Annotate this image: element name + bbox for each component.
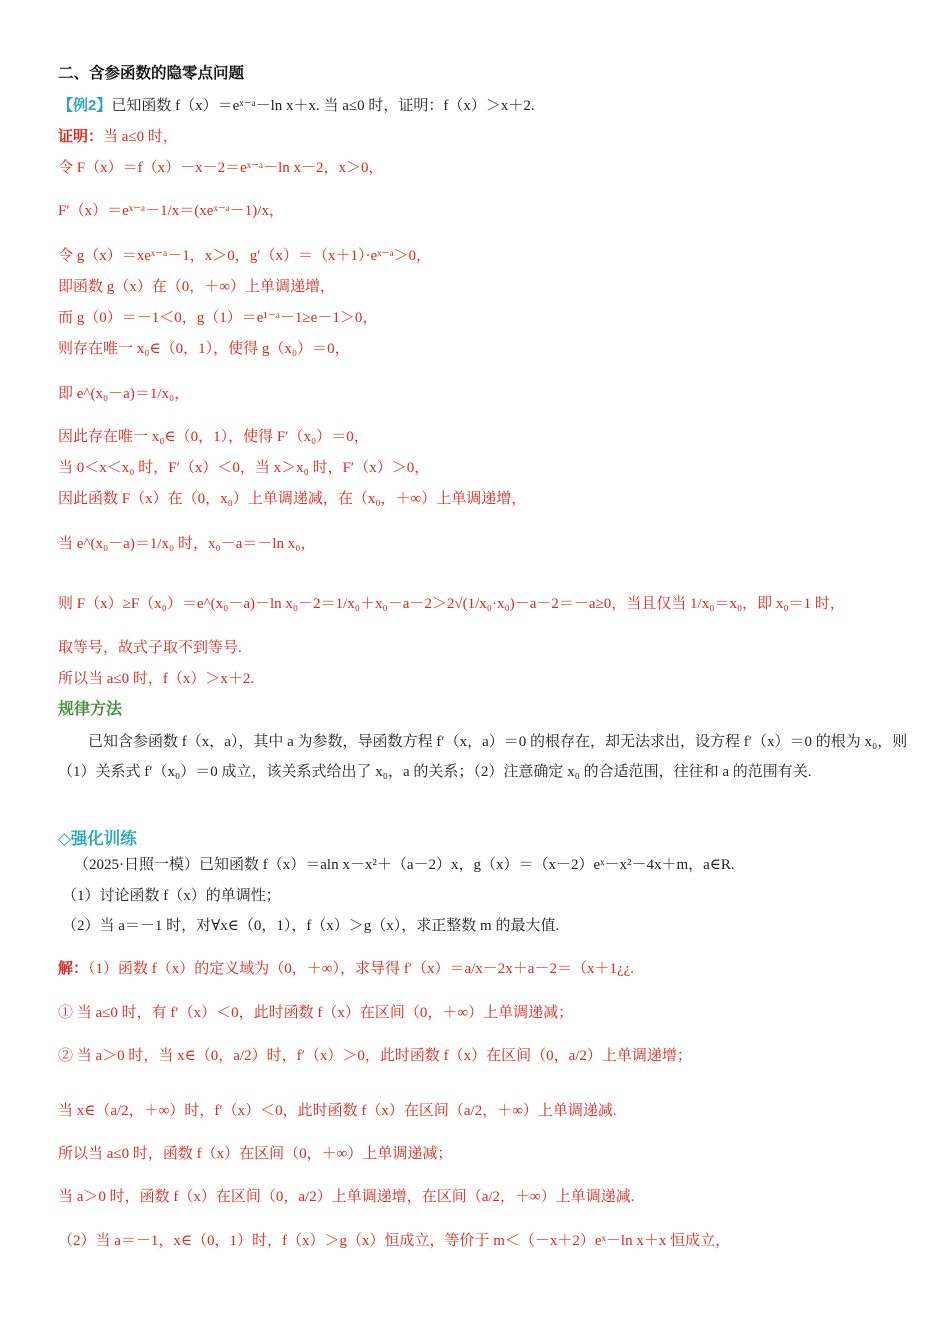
practice-part-2: （2）当 a＝－1 时，对∀x∈（0，1），f（x）＞g（x），求正整数 m 的最大值.	[62, 918, 560, 934]
proof-line-13: 则 F（x）≥F（x₀）＝e^(x₀－a)－ln x₀－2＝1/x₀＋x₀－a－2＞2√(1/x₀·x₀)－a－2＝－a≥0，当且仅当 1/x₀＝x₀，即 x₀＝1 时，	[58, 596, 845, 612]
method-title: 规律方法	[58, 701, 123, 718]
solution-line-5: 所以当 a≤0 时，函数 f（x）在区间（0，＋∞）上单调递减；	[58, 1146, 453, 1162]
proof-line-12: 当 e^(x₀－a)＝1/x₀ 时，x₀－a＝－ln x₀，	[58, 536, 316, 552]
proof-line-2: 令 F（x）＝f（x）－x－2＝eˣ⁻ᵃ－ln x－2，x＞0，	[58, 160, 384, 176]
proof-line-10: 当 0＜x＜x₀ 时，F′（x）＜0，当 x＞x₀ 时，F′（x）＞0，	[58, 460, 430, 476]
solution-line-7: （2）当 a＝－1，x∈（0，1）时，f（x）＞g（x）恒成立，等价于 m＜（－x＋2）eˣ－ln x＋x 恒成立，	[58, 1233, 731, 1249]
practice-title: ◇强化训练	[58, 830, 137, 848]
proof-line-1	[58, 127, 910, 147]
proof-line-11: 因此函数 F（x）在（0，x₀）上单调递减，在（x₀，＋∞）上单调递增，	[58, 491, 527, 507]
proof-line-15: 所以当 a≤0 时，f（x）＞x＋2.	[58, 671, 255, 687]
example-statement: 已知函数 f（x）＝eˣ⁻ᵃ－ln x＋x. 当 a≤0 时，证明：f（x）＞x＋2.	[111, 98, 535, 114]
practice-part-1: （1）讨论函数 f（x）的单调性；	[62, 888, 281, 904]
proof-line-1-text: 当 a≤0 时，	[103, 129, 178, 145]
solution-label: 解：	[58, 961, 89, 977]
proof-line-14: 取等号，故式子取不到等号.	[58, 640, 242, 656]
example-tag: 【例2】	[58, 97, 112, 114]
solution-line-3: ② 当 a＞0 时，当 x∈（0，a/2）时，f′（x）＞0，此时函数 f（x）在区间（0，a/2）上单调递增；	[58, 1048, 692, 1064]
practice-problem: （2025·日照一模）已知函数 f（x）＝aln x－x²＋（a－2）x，g（x）＝（x－2）eˣ－x²－4x＋m，a∈R.	[74, 857, 735, 873]
proof-line-6: 而 g（0）＝－1＜0，g（1）＝e¹⁻ᵃ－1≥e－1＞0，	[58, 310, 378, 326]
solution-line-2: ① 当 a≤0 时，有 f′（x）＜0，此时函数 f（x）在区间（0，＋∞）上单调递减；	[58, 1005, 574, 1021]
method-text: 已知含参函数 f（x，a），其中 a 为参数，导函数方程 f′（x，a）＝0 的根存在，却无法求出，设方程 f′（x）＝0 的根为 x₀，则（1）关系式 f′（x₀）＝0 成立，该关系式给出了 x₀，a 的关系；（2）注意确定 x₀ 的合适范围，往往和 a 的范围有关.	[58, 734, 908, 780]
proof-line-3: F′（x）＝eˣ⁻ᵃ－1/x＝(xeˣ⁻ᵃ－1)/x，	[58, 203, 284, 219]
solution-line-1	[58, 959, 910, 979]
proof-line-8: 即 e^(x₀－a)＝1/x₀，	[58, 386, 190, 402]
solution-line-1-text: （1）函数 f（x）的定义域为（0，＋∞），求导得 f′（x）＝a/x－2x＋a－2＝（x＋1¿¿.	[88, 961, 635, 977]
proof-line-9: 因此存在唯一 x₀∈（0，1），使得 F′（x₀）＝0，	[58, 429, 369, 445]
example-line	[58, 96, 910, 116]
proof-line-7: 则存在唯一 x₀∈（0，1），使得 g（x₀）＝0，	[58, 341, 350, 357]
proof-line-4: 令 g（x）＝xeˣ⁻ᵃ－1，x＞0，g′（x）＝（x＋1）·eˣ⁻ᵃ＞0，	[58, 248, 432, 264]
solution-line-4: 当 x∈（a/2，＋∞）时，f′（x）＜0，此时函数 f（x）在区间（a/2，＋∞）上单调递减.	[58, 1103, 617, 1119]
proof-label: 证明：	[58, 129, 104, 145]
solution-line-6: 当 a＞0 时，函数 f（x）在区间（0，a/2）上单调递增，在区间（a/2，＋∞）上单调递减.	[58, 1189, 635, 1205]
proof-line-5: 即函数 g（x）在（0，＋∞）上单调递增，	[58, 279, 335, 295]
section-title: 二、含参函数的隐零点问题	[58, 65, 245, 82]
